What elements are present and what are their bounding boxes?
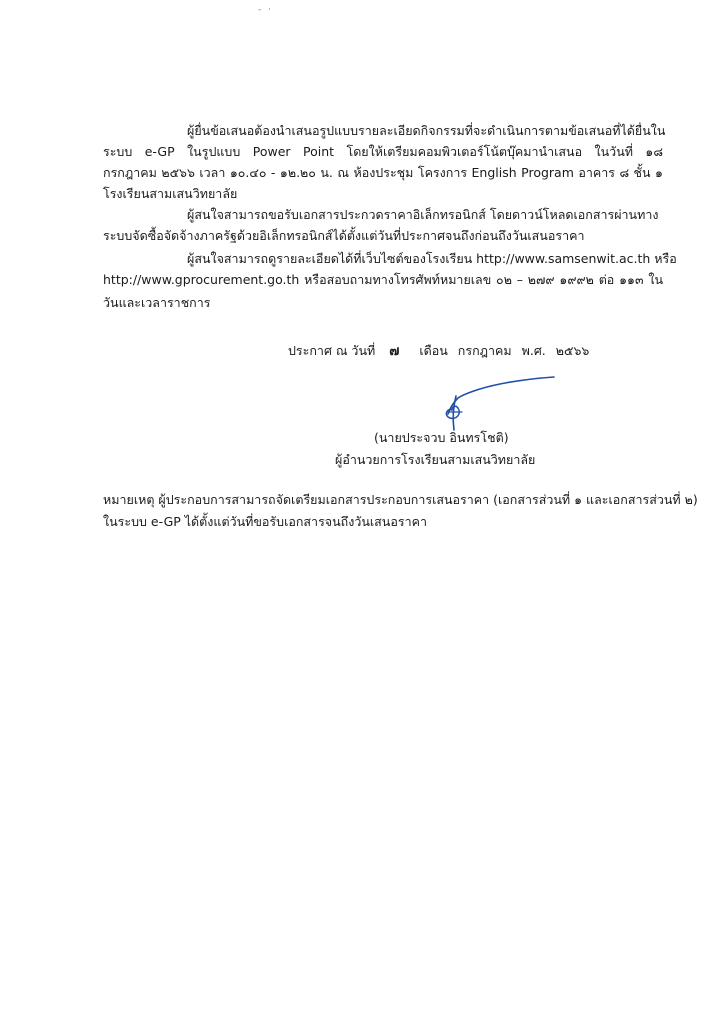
announcement-prefix: ประกาศ ณ วันที่ [288, 343, 376, 358]
remark-line: ในระบบ e-GP ได้ตั้งแต่วันที่ขอรับเอกสารจนถึงวันเสนอราคา [103, 514, 427, 529]
paragraph-line: http://www.gprocurement.go.th หรือสอบถามทางโทรศัพท์หมายเลข ๐๒ – ๒๗๙ ๑๙๙๒ ต่อ ๑๑๓ ใน [103, 272, 663, 287]
paragraph-line: ผู้สนใจสามารถขอรับเอกสารประกวดราคาอิเล็กทรอนิกส์ โดยดาวน์โหลดเอกสารผ่านทาง [187, 207, 659, 222]
paragraph-line: ผู้สนใจสามารถดูรายละเอียดได้ที่เว็บไซต์ของโรงเรียน http://www.samsenwit.ac.th หรือ [187, 251, 677, 266]
announcement-day: ๗ [389, 343, 400, 359]
paragraph-line: ระบบ e-GP ในรูปแบบ Power Point โดยให้เตรียมคอมพิวเตอร์โน้ตบุ๊คมานำเสนอ ในวันที่ ๑๘ [103, 144, 663, 159]
announcement-year-label: พ.ศ. [521, 343, 546, 358]
scan-mark: - · [258, 5, 273, 15]
announcement-month: กรกฎาคม [457, 343, 512, 358]
paragraph-line: ผู้ยื่นข้อเสนอต้องนำเสนอรูปแบบรายละเอียดกิจกรรมที่จะดำเนินการตามข้อเสนอที่ได้ยื่นใน [187, 123, 666, 138]
paragraph-line: ระบบจัดซื้อจัดจ้างภาครัฐด้วยอิเล็กทรอนิกส์ได้ตั้งแต่วันที่ประกาศจนถึงก่อนถึงวันเสนอราคา [103, 228, 585, 243]
paragraph-line-wrap [103, 270, 663, 290]
signatory-name: (นายประจวบ อินทรโชติ) [374, 430, 509, 445]
signatory-title: ผู้อำนวยการโรงเรียนสามเสนวิทยาลัย [335, 452, 536, 467]
signature [400, 372, 560, 434]
paragraph-line: กรกฎาคม ๒๕๖๖ เวลา ๑๐.๔๐ - ๑๒.๒๐ น. ณ ห้องประชุม โครงการ English Program อาคาร ๘ ชั้น ๑ [103, 165, 663, 180]
paragraph-line: วันและเวลาราชการ [103, 295, 211, 310]
announcement-date [288, 339, 589, 361]
paragraph-line-wrap [103, 142, 663, 162]
announcement-year: ๒๕๖๖ [555, 343, 590, 358]
announcement-month-label: เดือน [419, 343, 448, 358]
paragraph-line-wrap [103, 163, 663, 183]
remark-line: หมายเหตุ ผู้ประกอบการสามารถจัดเตรียมเอกสารประกอบการเสนอราคา (เอกสารส่วนที่ ๑ และเอกสารส่วนที่ ๒) [103, 492, 698, 507]
paragraph-line: โรงเรียนสามเสนวิทยาลัย [103, 186, 238, 201]
